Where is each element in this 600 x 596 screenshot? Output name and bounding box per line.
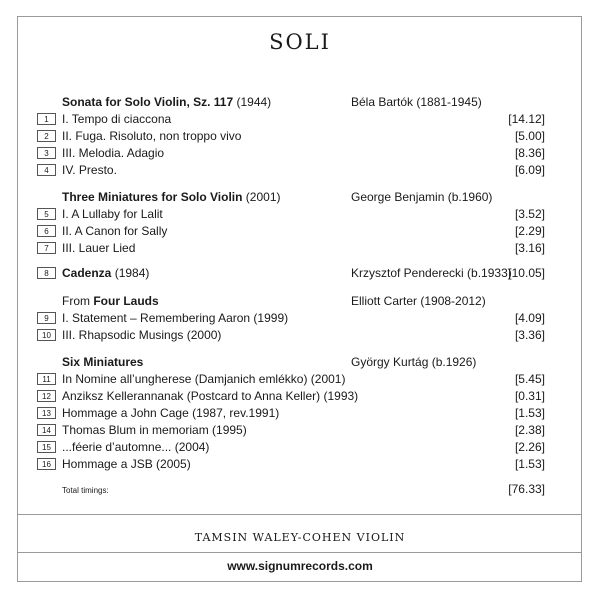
work-header-bartok — [0, 94, 600, 110]
track-title: II. Fuga. Risoluto, non troppo vivo — [62, 129, 242, 143]
track-time: [1.53] — [514, 406, 545, 420]
work-title: Six Miniatures — [62, 355, 144, 369]
track-row[interactable] — [0, 240, 600, 256]
composer: George Benjamin (b.1960) — [351, 190, 493, 204]
track-row[interactable] — [0, 223, 600, 239]
track-title: I. Tempo di ciaccona — [62, 112, 172, 126]
track-number: 2 — [37, 130, 56, 142]
divider-bottom — [18, 552, 581, 553]
track-time: [2.29] — [514, 224, 545, 238]
track-number: 14 — [37, 424, 56, 436]
composer: Béla Bartók (1881-1945) — [351, 95, 482, 109]
track-row[interactable] — [0, 405, 600, 421]
track-row[interactable] — [0, 371, 600, 387]
track-time: [14.12] — [508, 112, 545, 126]
track-title: I. Statement – Remembering Aaron (1999) — [62, 311, 289, 325]
work-year: (1984) — [111, 266, 150, 280]
work-header-benjamin — [0, 189, 600, 205]
work-header-kurtag — [0, 354, 600, 370]
track-title: II. A Canon for Sally — [62, 224, 168, 238]
work-year: (1944) — [233, 95, 272, 109]
total-row — [0, 481, 600, 497]
track-row[interactable] — [0, 206, 600, 222]
work-year: (2001) — [242, 190, 281, 204]
work-title: Three Miniatures for Solo Violin — [62, 190, 243, 204]
track-number: 5 — [37, 208, 56, 220]
track-time: [0.31] — [514, 389, 545, 403]
track-time: [5.00] — [514, 129, 545, 143]
track-number: 11 — [37, 373, 56, 385]
track-time: [8.36] — [514, 146, 545, 160]
work-title: Sonata for Solo Violin, Sz. 117 — [62, 95, 234, 109]
work-title: Four Lauds — [93, 294, 159, 308]
total-label: Total timings: — [62, 486, 109, 495]
track-number: 4 — [37, 164, 56, 176]
track-number: 12 — [37, 390, 56, 402]
track-row[interactable] — [0, 439, 600, 455]
track-time: [6.09] — [514, 163, 545, 177]
track-number: 13 — [37, 407, 56, 419]
track-number: 16 — [37, 458, 56, 470]
track-number: 10 — [37, 329, 56, 341]
track-time: [1.53] — [514, 457, 545, 471]
work-header-carter — [0, 293, 600, 309]
track-time: [5.45] — [514, 372, 545, 386]
work-prefix: From — [62, 294, 94, 308]
composer: György Kurtág (b.1926) — [351, 355, 477, 369]
composer: Krzysztof Penderecki (b.1933) — [351, 266, 512, 280]
track-time: [3.36] — [514, 328, 545, 342]
divider-top — [18, 514, 581, 515]
performer-credit: TAMSIN WALEY-COHEN VIOLIN — [194, 531, 406, 544]
track-number: 1 — [37, 113, 56, 125]
track-title: Thomas Blum in memoriam (1995) — [62, 423, 247, 437]
track-number: 6 — [37, 225, 56, 237]
track-row[interactable] — [0, 310, 600, 326]
work-title: Cadenza — [62, 266, 112, 280]
track-time: [4.09] — [514, 311, 545, 325]
track-row[interactable] — [0, 128, 600, 144]
track-title: ...féerie d’automne... (2004) — [62, 440, 210, 454]
track-title: Anziksz Kellerannanak (Postcard to Anna Keller) (1993) — [62, 389, 359, 403]
track-row-cadenza[interactable] — [0, 265, 600, 281]
track-title: III. Melodia. Adagio — [62, 146, 165, 160]
track-time: [3.16] — [514, 241, 545, 255]
track-number: 15 — [37, 441, 56, 453]
track-number: 7 — [37, 242, 56, 254]
track-title: In Nomine all’ungherese (Damjanich emlékko) (2001) — [62, 372, 346, 386]
track-time: [3.52] — [514, 207, 545, 221]
track-title: Hommage a JSB (2005) — [62, 457, 191, 471]
track-row[interactable] — [0, 111, 600, 127]
track-number: 3 — [37, 147, 56, 159]
track-number: 9 — [37, 312, 56, 324]
track-time: [2.26] — [514, 440, 545, 454]
track-title: IV. Presto. — [62, 163, 117, 177]
track-title: I. A Lullaby for Lalit — [62, 207, 163, 221]
track-time: [10.05] — [508, 266, 545, 280]
track-row[interactable] — [0, 327, 600, 343]
track-number: 8 — [37, 267, 56, 279]
track-row[interactable] — [0, 456, 600, 472]
total-time: [76.33] — [508, 482, 545, 496]
track-title: III. Lauer Lied — [62, 241, 136, 255]
album-title: SOLI — [269, 30, 331, 54]
track-row[interactable] — [0, 145, 600, 161]
track-row[interactable] — [0, 422, 600, 438]
track-title: III. Rhapsodic Musings (2000) — [62, 328, 222, 342]
composer: Elliott Carter (1908-2012) — [351, 294, 486, 308]
website-link[interactable]: www.signumrecords.com — [227, 559, 373, 573]
track-row[interactable] — [0, 388, 600, 404]
track-row[interactable] — [0, 162, 600, 178]
track-time: [2.38] — [514, 423, 545, 437]
track-title: Hommage a John Cage (1987, rev.1991) — [62, 406, 280, 420]
